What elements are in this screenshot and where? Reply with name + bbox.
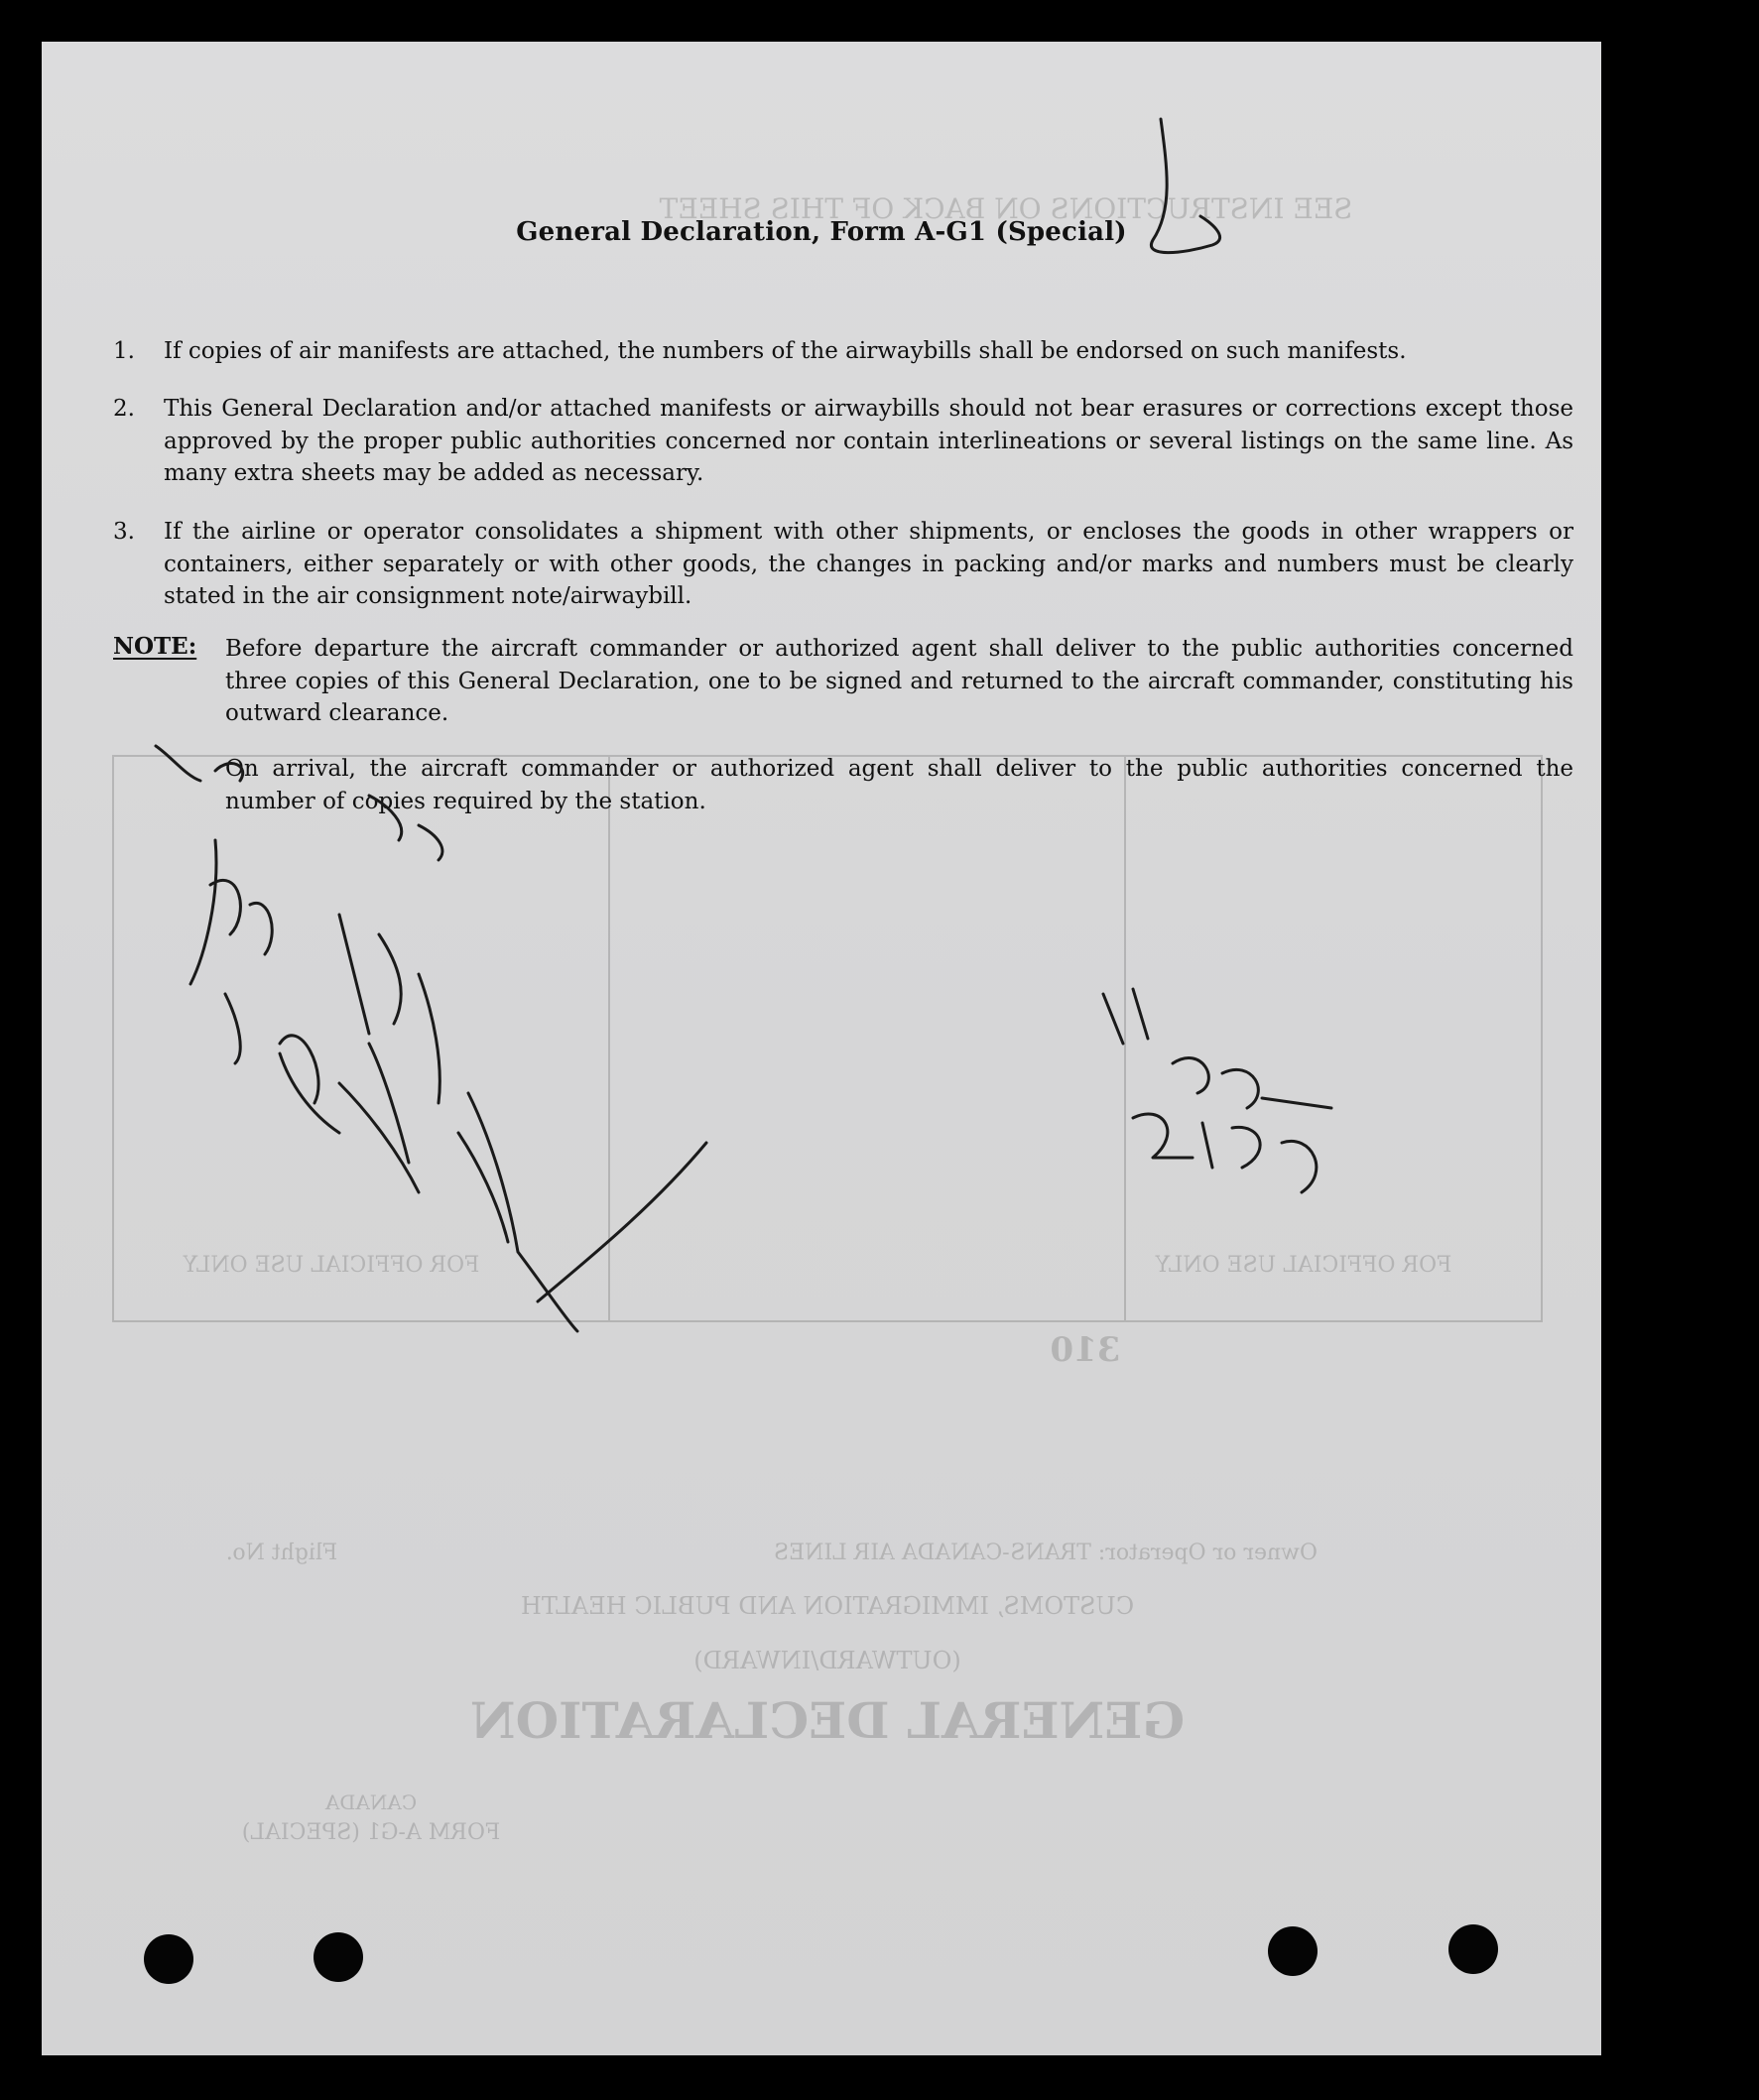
- bleed-line: GENERAL DECLARATION: [469, 1691, 1186, 1750]
- item-number: 1.: [113, 338, 135, 364]
- bleed-line: FOR OFFICIAL USE ONLY: [1155, 1253, 1452, 1278]
- bleed-line: FORM A-G1 (SPECIAL): [241, 1820, 501, 1845]
- bleed-line: CANADA: [324, 1791, 418, 1814]
- punch-hole: [144, 1934, 193, 1984]
- item-text: If the airline or operator consolidates a shipment with other shipments, or encloses the goods in other wrappers or containers, either separately or with other goods, the changes in packing and/or marks and numbers must be clearly stated in the air consignment note/airwaybill.: [164, 519, 1573, 609]
- bleed-line: SEE INSTRUCTIONS ON BACK OF THIS SHEET: [659, 192, 1353, 225]
- item-text: This General Declaration and/or attached manifests or airwaybills should not bear erasures or corrections except those approved by the proper public authorities concerned nor contain interlineations or several listings on the same line. As many extra sheets may be added as necessary.: [164, 396, 1573, 486]
- declaration-content: [42, 42, 1601, 2055]
- bleed-line: 310: [1050, 1330, 1121, 1370]
- bleed-line: FOR OFFICIAL USE ONLY: [183, 1253, 480, 1278]
- bleed-line: (OUTWARD/INWARD): [693, 1647, 961, 1674]
- bleed-line: CUSTOMS, IMMIGRATION AND PUBLIC HEALTH: [520, 1592, 1135, 1620]
- bleed-line: Owner or Operator: TRANS-CANADA AIR LINES: [774, 1541, 1318, 1565]
- instruction-item: [113, 516, 1573, 613]
- item-number: 3.: [113, 519, 135, 545]
- punch-hole: [1448, 1924, 1498, 1974]
- instruction-item: [113, 393, 1573, 490]
- instruction-item: [113, 335, 1573, 368]
- note-label: NOTE:: [113, 633, 197, 660]
- document-page: [42, 42, 1601, 2055]
- punch-hole: [314, 1932, 363, 1982]
- item-number: 2.: [113, 396, 135, 422]
- note-paragraph: Before departure the aircraft commander or authorized agent shall deliver to the public authorities concerned three copies of this General Declaration, one to be signed and returned to the aircraft commander, constituting his outward clearance.: [225, 636, 1573, 726]
- bleed-line: Flight No.: [225, 1541, 338, 1565]
- page-title: General Declaration, Form A-G1 (Special): [516, 217, 1127, 247]
- note-paragraph: On arrival, the aircraft commander or authorized agent shall deliver to the public authorities concerned the number of copies required by the station.: [225, 756, 1573, 814]
- punch-hole: [1268, 1926, 1318, 1976]
- item-text: If copies of air manifests are attached, the numbers of the airwaybills shall be endorsed on such manifests.: [164, 338, 1407, 364]
